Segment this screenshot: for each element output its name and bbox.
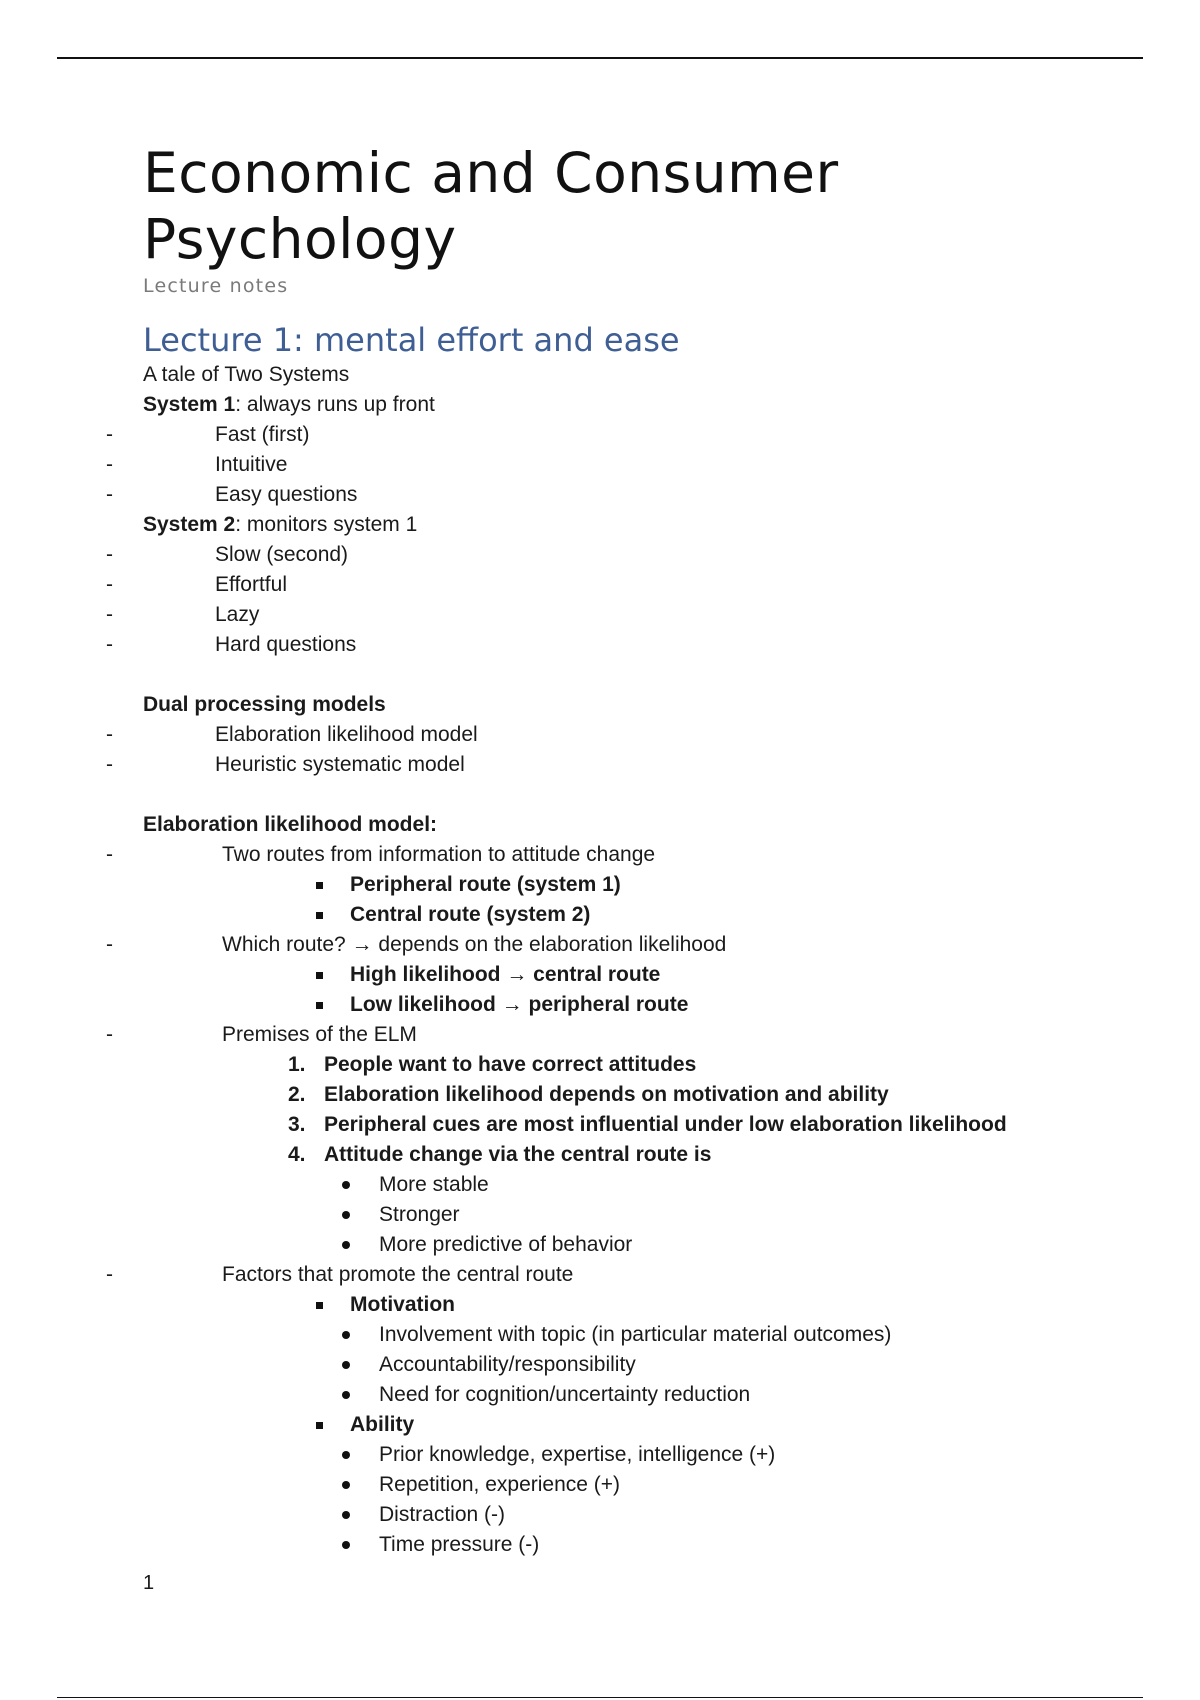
list-item-text: Fast (first) xyxy=(215,423,310,446)
list-item-text: Elaboration likelihood model xyxy=(215,723,478,746)
list-item-text: Lazy xyxy=(215,603,260,626)
list-item-text: Time pressure (-) xyxy=(379,1533,540,1556)
number-marker: 1. xyxy=(288,1053,306,1076)
square-bullet-item xyxy=(143,1290,1143,1320)
bullet-icon xyxy=(342,1451,350,1459)
number-marker: 4. xyxy=(288,1143,306,1166)
dual-heading xyxy=(143,690,1143,720)
bullet-icon xyxy=(342,1541,350,1549)
system2-desc: : monitors system 1 xyxy=(235,513,418,536)
square-bullet-item xyxy=(143,1410,1143,1440)
list-item-text: Low likelihood → peripheral route xyxy=(350,993,689,1016)
system1-desc: : always runs up front xyxy=(235,393,435,416)
square-bullet-icon xyxy=(316,882,323,889)
list-item xyxy=(106,720,1143,750)
bullet-item xyxy=(143,1440,1143,1470)
square-bullet-item xyxy=(143,990,1143,1020)
spacer xyxy=(143,780,1143,810)
list-item-text: Prior knowledge, expertise, intelligence (+) xyxy=(379,1443,776,1466)
list-item xyxy=(106,630,1143,660)
list-item-text: Hard questions xyxy=(215,633,357,656)
list-item xyxy=(106,540,1143,570)
document-title: Economic and Consumer Psychology xyxy=(143,141,839,271)
list-item-text: Stronger xyxy=(379,1203,460,1226)
list-item-text: Easy questions xyxy=(215,483,358,506)
list-item-text: Motivation xyxy=(350,1293,455,1316)
list-item xyxy=(106,1260,1143,1290)
list-item-text: Effortful xyxy=(215,573,287,596)
bullet-icon xyxy=(342,1361,350,1369)
bullet-icon xyxy=(342,1481,350,1489)
list-item xyxy=(106,570,1143,600)
intro-line: A tale of Two Systems xyxy=(143,363,350,386)
bullet-item xyxy=(143,1530,1143,1560)
list-item-text: Distraction (-) xyxy=(379,1503,506,1526)
bullet-icon xyxy=(342,1391,350,1399)
dual-heading-text: Dual processing models xyxy=(143,693,386,716)
list-item-text: High likelihood → central route xyxy=(350,963,661,986)
dash-marker: - xyxy=(106,603,113,626)
bullet-item xyxy=(143,1320,1143,1350)
list-item-text: Peripheral cues are most influential under low elaboration likelihood xyxy=(324,1113,1007,1136)
list-item-text: Premises of the ELM xyxy=(222,1023,417,1046)
dash-marker: - xyxy=(106,1263,113,1286)
bullet-item xyxy=(143,1470,1143,1500)
list-item-text: Ability xyxy=(350,1413,415,1436)
dash-marker: - xyxy=(106,843,113,866)
elm-heading xyxy=(143,810,1143,840)
list-item xyxy=(106,1020,1143,1050)
header-rule xyxy=(57,57,1143,59)
footer-rule xyxy=(57,1697,1143,1698)
spacer xyxy=(143,660,1143,690)
list-item xyxy=(106,840,1143,870)
list-item-text: Central route (system 2) xyxy=(350,903,591,926)
list-item-text: People want to have correct attitudes xyxy=(324,1053,697,1076)
list-item xyxy=(106,450,1143,480)
bullet-icon xyxy=(342,1181,350,1189)
dash-marker: - xyxy=(106,1023,113,1046)
number-marker: 3. xyxy=(288,1113,306,1136)
list-item-text: Elaboration likelihood depends on motivation and ability xyxy=(324,1083,889,1106)
dash-marker: - xyxy=(106,423,113,446)
bullet-icon xyxy=(342,1241,350,1249)
bullet-item xyxy=(143,1230,1143,1260)
bullet-icon xyxy=(342,1211,350,1219)
document-subtitle: Lecture notes xyxy=(143,275,289,297)
bullet-item xyxy=(143,1380,1143,1410)
dash-marker: - xyxy=(106,483,113,506)
list-item-text: Intuitive xyxy=(215,453,288,476)
numbered-item xyxy=(143,1140,1143,1170)
number-marker: 2. xyxy=(288,1083,306,1106)
list-item-text: Slow (second) xyxy=(215,543,349,566)
system2-label: System 2 xyxy=(143,513,236,536)
list-item-text: Factors that promote the central route xyxy=(222,1263,574,1286)
bullet-item xyxy=(143,1170,1143,1200)
dash-marker: - xyxy=(106,543,113,566)
square-bullet-item xyxy=(143,900,1143,930)
numbered-item xyxy=(143,1050,1143,1080)
square-bullet-icon xyxy=(316,912,323,919)
bullet-item xyxy=(143,1200,1143,1230)
square-bullet-icon xyxy=(316,972,323,979)
page-number: 1 xyxy=(143,1572,155,1594)
list-item-text: Heuristic systematic model xyxy=(215,753,465,776)
list-item-text: Two routes from information to attitude change xyxy=(222,843,656,866)
bullet-item xyxy=(143,1500,1143,1530)
list-item-text: Attitude change via the central route is xyxy=(324,1143,712,1166)
list-item xyxy=(106,600,1143,630)
list-item-text: Which route? → depends on the elaboration likelihood xyxy=(222,933,727,956)
square-bullet-item xyxy=(143,870,1143,900)
list-item-text: More stable xyxy=(379,1173,489,1196)
list-item xyxy=(106,750,1143,780)
numbered-item xyxy=(143,1080,1143,1110)
bullet-item xyxy=(143,1350,1143,1380)
bullet-icon xyxy=(342,1331,350,1339)
bullet-icon xyxy=(342,1511,350,1519)
page-content xyxy=(106,140,1143,1560)
numbered-item xyxy=(143,1110,1143,1140)
dash-marker: - xyxy=(106,723,113,746)
system1-label: System 1 xyxy=(143,393,236,416)
list-item-text: Repetition, experience (+) xyxy=(379,1473,621,1496)
list-item-text: Peripheral route (system 1) xyxy=(350,873,621,896)
list-item xyxy=(106,480,1143,510)
list-item-text: More predictive of behavior xyxy=(379,1233,633,1256)
square-bullet-icon xyxy=(316,1422,323,1429)
system1-line xyxy=(143,390,1143,420)
square-bullet-icon xyxy=(316,1002,323,1009)
dash-marker: - xyxy=(106,453,113,476)
lecture-heading: Lecture 1: mental effort and ease xyxy=(143,321,680,359)
dash-marker: - xyxy=(106,573,113,596)
list-item xyxy=(106,930,1143,960)
dash-marker: - xyxy=(106,753,113,776)
elm-heading-text: Elaboration likelihood model: xyxy=(143,813,438,836)
dash-marker: - xyxy=(106,933,113,956)
list-item-text: Involvement with topic (in particular material outcomes) xyxy=(379,1323,892,1346)
list-item-text: Accountability/responsibility xyxy=(379,1353,636,1376)
square-bullet-item xyxy=(143,960,1143,990)
square-bullet-icon xyxy=(316,1302,323,1309)
system2-line xyxy=(143,510,1143,540)
list-item xyxy=(106,420,1143,450)
list-item-text: Need for cognition/uncertainty reduction xyxy=(379,1383,751,1406)
dash-marker: - xyxy=(106,633,113,656)
